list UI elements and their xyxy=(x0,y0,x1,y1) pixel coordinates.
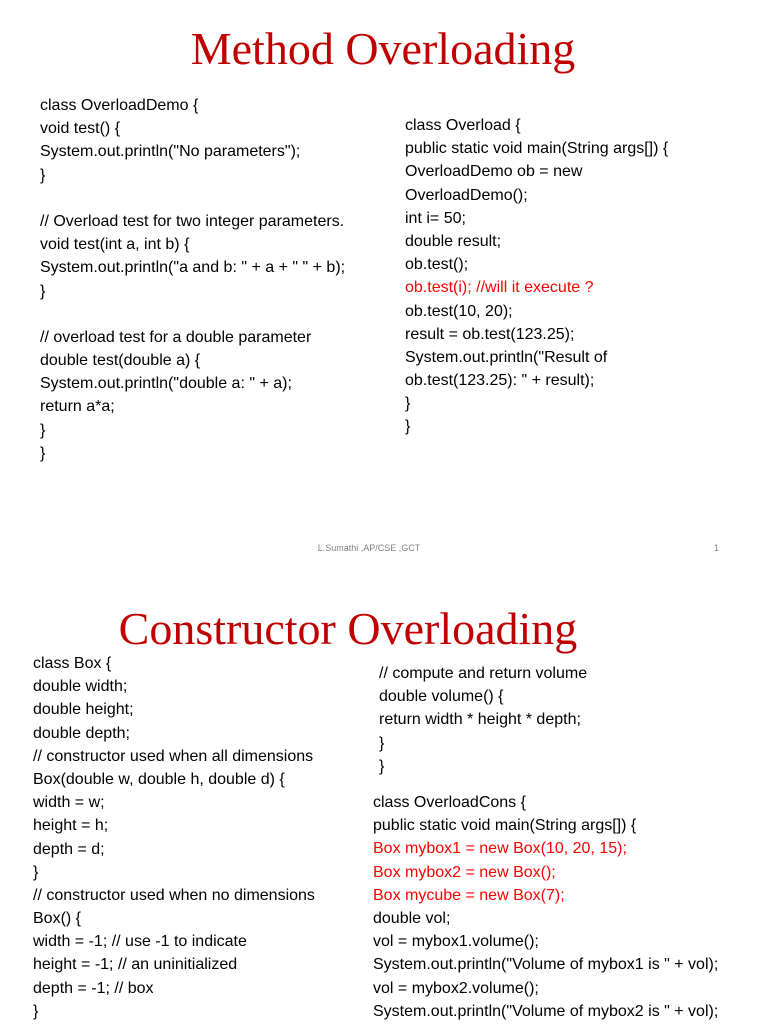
code-block-box-class xyxy=(33,652,315,1023)
code-block-overload-main xyxy=(405,114,668,439)
code-line: vol = mybox1.volume(); xyxy=(373,933,539,951)
code-line-highlighted: Box mycube = new Box(7); xyxy=(373,886,565,904)
code-line: ob.test(10, 20); xyxy=(405,302,513,320)
code-line: // overload test for a double parameter xyxy=(40,328,312,346)
code-line: double volume() { xyxy=(379,688,504,706)
code-line: } xyxy=(40,282,46,300)
code-line: class OverloadDemo { xyxy=(40,97,199,114)
slide-title: Method Overloading xyxy=(190,23,576,74)
code-line: System.out.println("Volume of mybox1 is " + vol); xyxy=(373,956,719,974)
code-line: double depth; xyxy=(33,724,130,742)
code-block-overloaddemo xyxy=(40,94,345,465)
code-line: OverloadDemo(); xyxy=(405,186,528,204)
slide-title: Constructor Overloading xyxy=(118,603,578,654)
code-line xyxy=(40,187,345,210)
code-line: // compute and return volume xyxy=(379,665,588,682)
code-line: double width; xyxy=(33,678,128,696)
code-line: } xyxy=(405,395,411,413)
code-line: } xyxy=(40,444,46,462)
code-line: Box(double w, double h, double d) { xyxy=(33,770,285,788)
code-line: depth = -1; // box xyxy=(33,979,154,997)
code-line: System.out.println("a and b: " + a + " " + b); xyxy=(40,259,346,277)
code-line: } xyxy=(40,421,46,439)
code-line: } xyxy=(379,734,385,752)
code-line: } xyxy=(40,166,46,184)
code-line: ob.test(); xyxy=(405,256,469,274)
code-line: result = ob.test(123.25); xyxy=(405,325,575,343)
code-line: System.out.println("Result of xyxy=(405,348,608,366)
code-line: double vol; xyxy=(373,909,451,927)
slide-constructor-overloading xyxy=(0,578,768,1024)
code-line: return a*a; xyxy=(40,398,115,416)
code-line: int i= 50; xyxy=(405,209,466,227)
code-line: double test(double a) { xyxy=(40,352,201,370)
code-block-overloadcons-main xyxy=(373,791,718,1023)
code-line: double result; xyxy=(405,232,502,250)
code-line: System.out.println("Volume of mybox2 is " + vol); xyxy=(373,1002,719,1020)
code-line: // constructor used when no dimensions xyxy=(33,886,315,904)
code-line: void test() { xyxy=(40,120,121,138)
footer-author: L.Sumathi ,AP/CSE ,GCT xyxy=(317,543,421,553)
code-line: width = -1; // use -1 to indicate xyxy=(33,933,247,951)
code-line: OverloadDemo ob = new xyxy=(405,163,583,181)
code-line: double height; xyxy=(33,701,134,719)
code-line: height = -1; // an uninitialized xyxy=(33,956,238,974)
code-line: class Box { xyxy=(33,655,112,672)
page-number: 1 xyxy=(714,543,720,553)
code-line: ob.test(123.25): " + result); xyxy=(405,372,595,390)
code-line: depth = d; xyxy=(33,840,105,858)
code-line-highlighted: ob.test(i); //will it execute ? xyxy=(405,279,594,297)
code-line: void test(int a, int b) { xyxy=(40,236,190,254)
code-line: } xyxy=(405,418,411,436)
code-line xyxy=(40,303,345,326)
code-line: Box() { xyxy=(33,910,82,928)
code-line: } xyxy=(33,863,39,881)
code-line: public static void main(String args[]) { xyxy=(405,140,669,158)
code-line: width = w; xyxy=(33,794,105,812)
code-line: vol = mybox2.volume(); xyxy=(373,979,539,997)
code-block-volume-method xyxy=(379,662,587,778)
code-line: height = h; xyxy=(33,817,109,835)
code-line: // Overload test for two integer parameters. xyxy=(40,212,345,230)
code-line: class Overload { xyxy=(405,117,521,134)
code-line: System.out.println("double a: " + a); xyxy=(40,375,292,393)
code-line-highlighted: Box mybox1 = new Box(10, 20, 15); xyxy=(373,840,627,858)
code-line: public static void main(String args[]) { xyxy=(373,817,637,835)
code-line: // constructor used when all dimensions xyxy=(33,747,314,765)
code-line: class OverloadCons { xyxy=(373,794,526,811)
code-line: return width * height * depth; xyxy=(379,711,581,729)
code-line-highlighted: Box mybox2 = new Box(); xyxy=(373,863,556,881)
code-line: } xyxy=(379,757,385,775)
code-line: System.out.println("No parameters"); xyxy=(40,143,301,161)
code-line: } xyxy=(33,1002,39,1020)
